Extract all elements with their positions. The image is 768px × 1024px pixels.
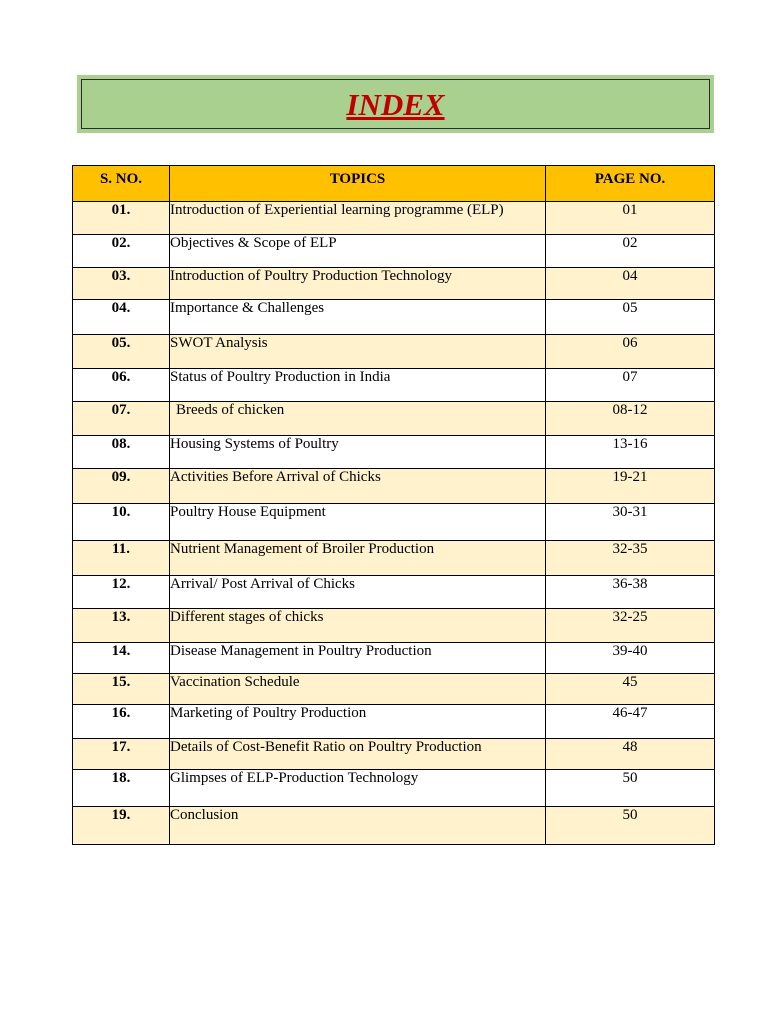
row-page: 01 [546,202,715,235]
row-sno: 05. [73,335,170,369]
row-topic: Vaccination Schedule [170,674,546,705]
row-page: 05 [546,300,715,335]
row-topic: Introduction of Poultry Production Technology [170,268,546,300]
index-table [72,165,715,845]
row-page: 39-40 [546,643,715,674]
row-sno: 17. [73,739,170,770]
index-title-banner [77,75,714,133]
row-page: 30-31 [546,504,715,541]
row-page: 32-25 [546,609,715,643]
table-row [73,770,715,807]
row-topic: SWOT Analysis [170,335,546,369]
header-sno: S. NO. [73,166,170,202]
table-row [73,643,715,674]
page-title: INDEX [346,86,445,122]
table-row [73,300,715,335]
row-topic: Housing Systems of Poultry [170,436,546,469]
row-sno: 11. [73,541,170,576]
row-sno: 09. [73,469,170,504]
table-row [73,268,715,300]
row-page: 45 [546,674,715,705]
row-page: 50 [546,770,715,807]
row-topic: Nutrient Management of Broiler Production [170,541,546,576]
row-sno: 10. [73,504,170,541]
table-row [73,402,715,436]
table-row [73,807,715,845]
row-sno: 03. [73,268,170,300]
row-topic: Objectives & Scope of ELP [170,235,546,268]
row-sno: 04. [73,300,170,335]
row-sno: 14. [73,643,170,674]
row-sno: 02. [73,235,170,268]
table-row [73,235,715,268]
header-topics: TOPICS [170,166,546,202]
row-sno: 01. [73,202,170,235]
table-row [73,739,715,770]
row-page: 13-16 [546,436,715,469]
table-row [73,335,715,369]
row-page: 06 [546,335,715,369]
table-row [73,369,715,402]
row-sno: 07. [73,402,170,436]
row-topic: Poultry House Equipment [170,504,546,541]
row-page: 32-35 [546,541,715,576]
row-topic: Different stages of chicks [170,609,546,643]
row-topic: Details of Cost-Benefit Ratio on Poultry Production [170,739,546,770]
row-topic: Status of Poultry Production in India [170,369,546,402]
row-page: 36-38 [546,576,715,609]
row-page: 08-12 [546,402,715,436]
table-row [73,674,715,705]
row-topic: Activities Before Arrival of Chicks [170,469,546,504]
row-page: 04 [546,268,715,300]
table-row [73,609,715,643]
row-topic: Glimpses of ELP-Production Technology [170,770,546,807]
table-row [73,436,715,469]
row-sno: 18. [73,770,170,807]
row-topic: Arrival/ Post Arrival of Chicks [170,576,546,609]
row-sno: 15. [73,674,170,705]
table-header-row [73,166,715,202]
row-sno: 13. [73,609,170,643]
row-page: 07 [546,369,715,402]
row-page: 46-47 [546,705,715,739]
row-page: 48 [546,739,715,770]
table-row [73,705,715,739]
row-sno: 12. [73,576,170,609]
index-title-frame [81,79,710,129]
row-page: 50 [546,807,715,845]
row-sno: 06. [73,369,170,402]
table-row [73,504,715,541]
row-sno: 16. [73,705,170,739]
table-row [73,576,715,609]
table-row [73,202,715,235]
row-topic: Disease Management in Poultry Production [170,643,546,674]
row-topic: Conclusion [170,807,546,845]
row-sno: 19. [73,807,170,845]
row-page: 02 [546,235,715,268]
row-topic: Breeds of chicken [170,402,546,436]
row-topic: Marketing of Poultry Production [170,705,546,739]
table-row [73,541,715,576]
table-row [73,469,715,504]
row-topic: Importance & Challenges [170,300,546,335]
row-sno: 08. [73,436,170,469]
header-page: PAGE NO. [546,166,715,202]
row-topic: Introduction of Experiential learning programme (ELP) [170,202,546,235]
row-page: 19-21 [546,469,715,504]
